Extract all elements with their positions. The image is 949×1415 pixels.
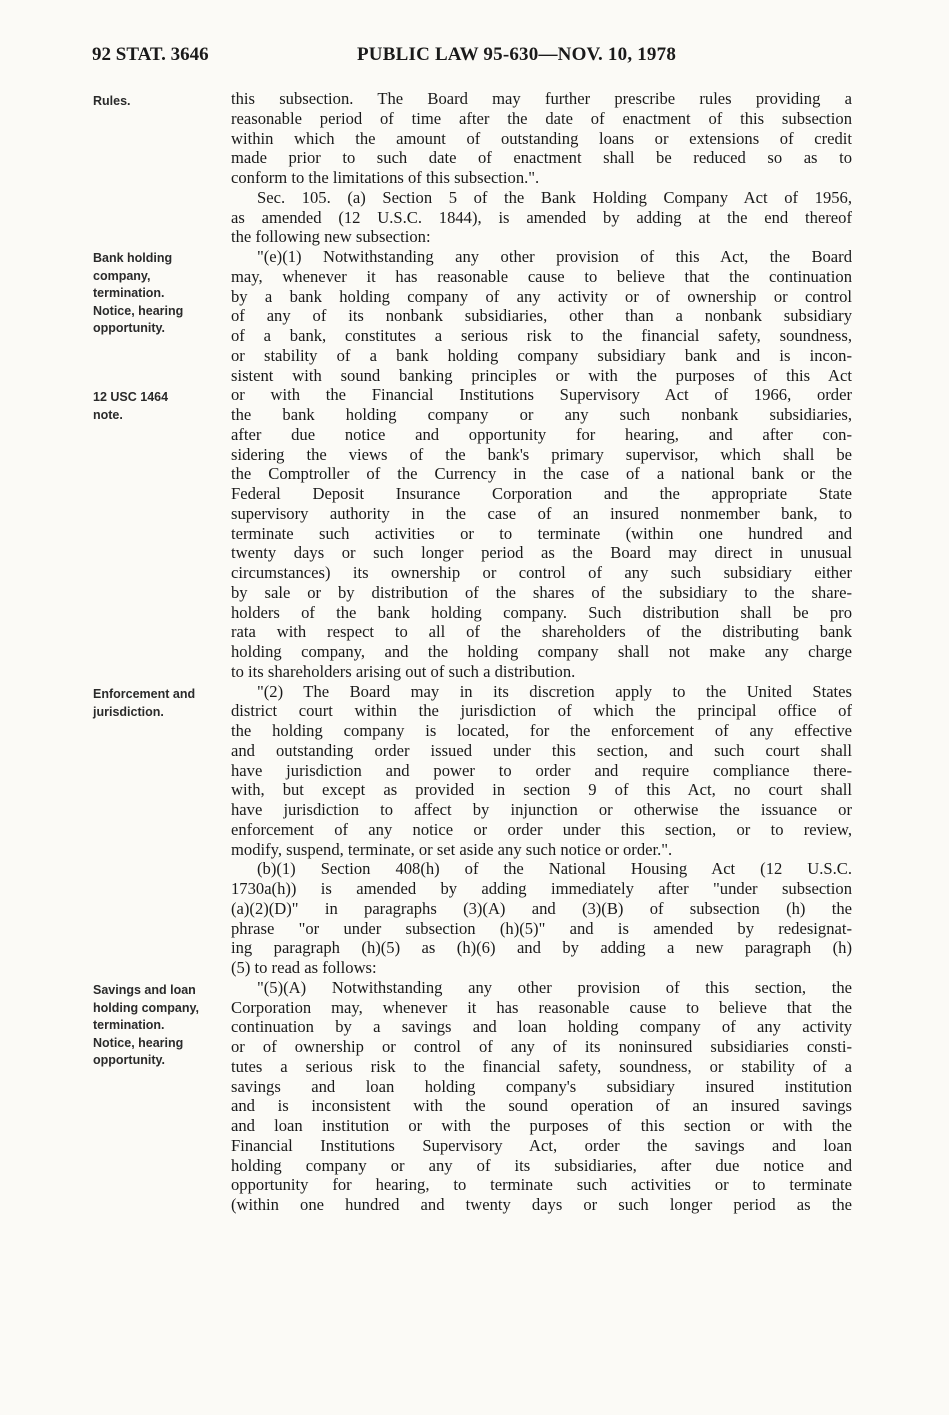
text-line: after due notice and opportunity for hearing, and after con- (231, 424, 852, 444)
text-line: by a bank holding company of any activity or of ownership or control (231, 286, 852, 306)
margin-note-line: jurisdiction. (93, 704, 164, 719)
margin-note-line: opportunity. (93, 1053, 165, 1067)
text-line: or with the Financial Institutions Supervisory Act of 1966, order (231, 385, 852, 405)
text-line: as amended (12 U.S.C. 1844), is amended by adding at the end thereof (231, 207, 852, 227)
text-line: holding company or any of its subsidiaries, after due notice and (231, 1155, 852, 1175)
text-line: holders of the bank holding company. Such distribution shall be pro (231, 602, 852, 622)
paragraph-start-line: "(2) The Board may in its discretion apply to the United States (257, 681, 852, 701)
margin-note-line: holding company, (93, 1000, 200, 1015)
text-line: the holding company is located, for the enforcement of any effective (231, 721, 852, 740)
text-line: supervisory authority in the case of an insured nonmember bank, to (231, 503, 852, 523)
paragraph-start-line: "(5)(A) Notwithstanding any other provision of this section, the (257, 977, 852, 997)
text-line: terminate such activities or to terminate (within one hundred and (231, 523, 852, 543)
text-line: or stability of a bank holding company subsidiary bank and is incon- (231, 345, 852, 365)
margin-note-usc-citation (93, 389, 221, 424)
margin-note-line: Notice, hearing (93, 303, 184, 318)
text-line: 1730a(h)) is amended by adding immediately after "under subsection (231, 879, 852, 898)
margin-note-line: opportunity. (93, 321, 165, 335)
margin-note-line: Notice, hearing (93, 1035, 184, 1050)
margin-note-line: company, (93, 268, 151, 283)
text-line: continuation by a savings and loan holding company of any activity (231, 1017, 852, 1037)
margin-note-line: Bank holding (93, 251, 173, 265)
margin-note-line: Enforcement and (93, 687, 196, 701)
text-line: (within one hundred and twenty days or such longer period as the (231, 1195, 852, 1214)
margin-note-enforcement (93, 686, 221, 721)
margin-note-rules (93, 93, 221, 111)
text-line: (5) to read as follows: (231, 958, 377, 977)
page-header (92, 44, 852, 72)
text-line: Federal Deposit Insurance Corporation and the appropriate State (231, 484, 852, 503)
text-line: and is inconsistent with the sound operation of an insured savings (231, 1096, 852, 1116)
text-line: conform to the limitations of this subsection.". (231, 168, 540, 187)
text-line: holding company, and the holding company shall not make any charge (231, 642, 852, 661)
margin-note-line: 12 USC 1464 (93, 390, 169, 404)
text-line: or of ownership or control of any of its noninsured subsidiaries consti- (231, 1037, 852, 1056)
text-line: circumstances) its ownership or control of any such subsidiary either (231, 563, 852, 582)
margin-note-line: termination. (93, 286, 165, 300)
text-line: phrase "or under subsection (h)(5)" and is amended by redesignat- (231, 918, 852, 938)
text-line: of any of its nonbank subsidiaries, other than a nonbank subsidiary (231, 306, 852, 326)
text-line: ing paragraph (h)(5) as (h)(6) and by adding a new paragraph (h) (231, 938, 852, 958)
text-line: opportunity for hearing, to terminate such activities or to terminate (231, 1175, 852, 1195)
margin-note-line: termination. (93, 1018, 165, 1032)
text-line: savings and loan holding company's subsidiary insured institution (231, 1076, 852, 1096)
paragraph-start-line: "(e)(1) Notwithstanding any other provision of this Act, the Board (257, 247, 852, 266)
text-line: enforcement of any notice or order under this section, or to review, (231, 819, 852, 839)
text-line: and loan institution or with the purposes of this section or with the (231, 1116, 852, 1135)
text-line: (a)(2)(D)" in paragraphs (3)(A) and (3)(B) of subsection (h) the (231, 898, 852, 918)
text-line: sidering the views of the bank's primary supervisor, which shall be (231, 444, 852, 464)
text-line: Financial Institutions Supervisory Act, order the savings and loan (231, 1135, 852, 1155)
text-line: reasonable period of time after the date of enactment of this subsection (231, 108, 852, 128)
margin-note-bank-holding-termination (93, 250, 221, 338)
margin-note-line: Savings and loan (93, 983, 196, 997)
text-line: the following new subsection: (231, 227, 431, 247)
statute-body-text (231, 89, 852, 1215)
text-line: by sale or by distribution of the shares of the subsidiary to the share- (231, 582, 852, 602)
margin-note-savings-loan-termination (93, 982, 221, 1070)
text-line: to its shareholders arising out of such a distribution. (231, 661, 576, 681)
text-line: and outstanding order issued under this section, and such court shall (231, 740, 852, 760)
text-line: Corporation may, whenever it has reasonable cause to believe that the (231, 997, 852, 1017)
paragraph-start-line: (b)(1) Section 408(h) of the National Housing Act (12 U.S.C. (257, 859, 852, 879)
statute-page-number: 92 STAT. 3646 (92, 44, 209, 65)
text-line: tutes a serious risk to the financial safety, soundness, or stability of a (231, 1056, 852, 1076)
text-line: made prior to such date of enactment shall be reduced so as to (231, 148, 852, 168)
text-line: have jurisdiction to affect by injunction or otherwise the issuance or (231, 800, 852, 819)
page-title: PUBLIC LAW 95-630—NOV. 10, 1978 (357, 44, 677, 65)
text-line: twenty days or such longer period as the Board may direct in unusual (231, 543, 852, 563)
margin-note-line: note. (93, 407, 123, 422)
text-line: modify, suspend, terminate, or set aside any such notice or order.". (231, 839, 673, 859)
text-line: sistent with sound banking principles or with the purposes of this Act (231, 365, 852, 385)
text-line: within which the amount of outstanding loans or extensions of credit (231, 128, 852, 148)
text-line: with, but except as provided in section 9 of this Act, no court shall (231, 780, 852, 800)
margin-note-line: Rules. (93, 94, 131, 108)
text-line: the Comptroller of the Currency in the case of a national bank or the (231, 464, 852, 484)
text-line: may, whenever it has reasonable cause to believe that the continuation (231, 266, 852, 286)
text-line: district court within the jurisdiction of which the principal office of (231, 701, 852, 721)
text-line: have jurisdiction and power to order and require compliance there- (231, 760, 852, 780)
text-line: the bank holding company or any such nonbank subsidiaries, (231, 405, 852, 424)
text-line: of a bank, constitutes a serious risk to the financial safety, soundness, (231, 326, 852, 345)
section-heading-line: Sec. 105. (a) Section 5 of the Bank Holding Company Act of 1956, (257, 187, 852, 207)
text-line: this subsection. The Board may further prescribe rules providing a (231, 89, 852, 108)
text-line: rata with respect to all of the shareholders of the distributing bank (231, 622, 852, 642)
